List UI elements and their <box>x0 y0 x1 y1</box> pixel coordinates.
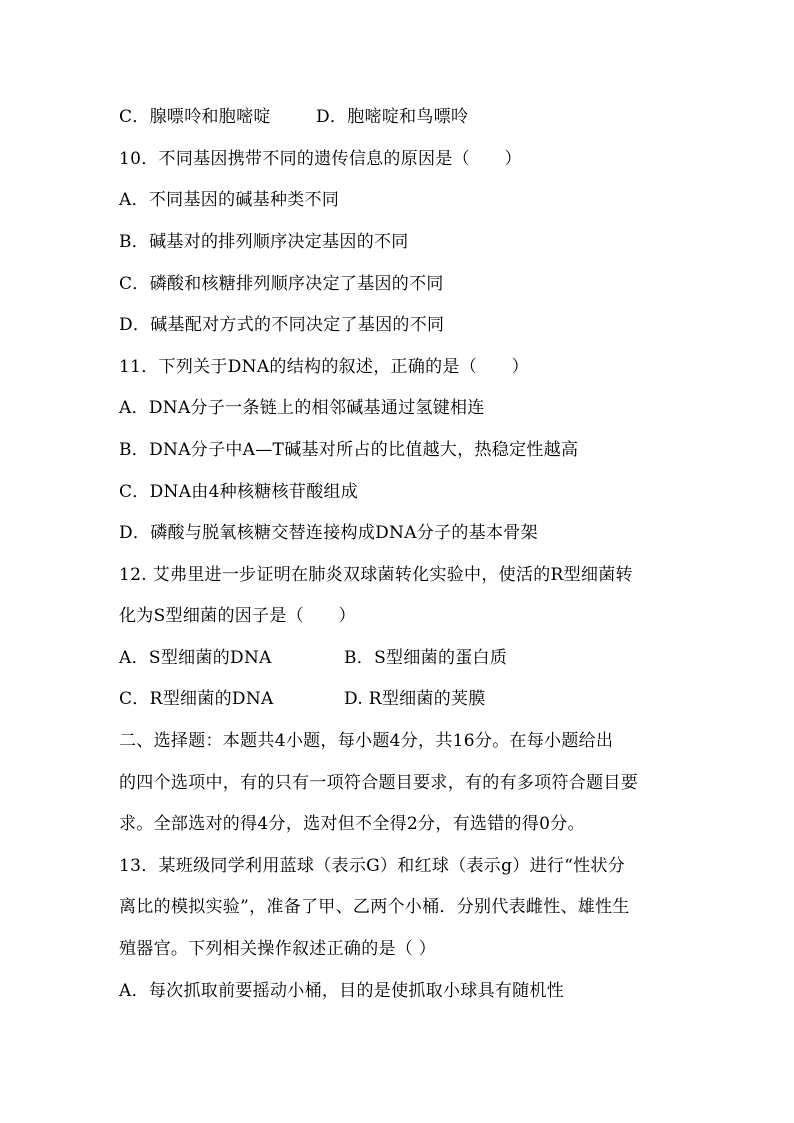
q11-option-b: B．DNA分子中A—T碱基对所占的比值越大，热稳定性越高 <box>119 440 579 460</box>
q10-stem: 10．不同基因携带不同的遗传信息的原因是（ ） <box>119 149 522 169</box>
q11-option-a: A．DNA分子一条链上的相邻碱基通过氢键相连 <box>119 398 485 418</box>
q13-stem-line-1: 13．某班级同学利用蓝球（表示G）和红球（表示g）进行“性状分 <box>119 856 626 876</box>
q10-option-c: C．磷酸和核糖排列顺序决定了基因的不同 <box>119 274 444 294</box>
q10-option-a: A．不同基因的碱基种类不同 <box>119 190 340 210</box>
q12-option-b: B．S型细菌的蛋白质 <box>344 648 508 668</box>
q12-option-a: A．S型细菌的DNA <box>119 648 272 668</box>
q11-option-c: C．DNA由4种核糖核苷酸组成 <box>119 482 359 502</box>
q11-option-d: D．磷酸与脱氧核糖交替连接构成DNA分子的基本骨架 <box>119 523 538 543</box>
q9-option-c: C．腺嘌呤和胞嘧啶 <box>119 107 271 127</box>
q13-stem-line-3: 殖器官。下列相关操作叙述正确的是（ ） <box>119 939 437 959</box>
q12-option-d: D. R型细菌的荚膜 <box>344 689 486 709</box>
section2-instructions-line-1: 二、选择题：本题共4小题，每小题4分，共16分。在每小题给出 <box>119 731 614 751</box>
q13-option-a: A．每次抓取前要摇动小桶，目的是使抓取小球具有随机性 <box>119 981 565 1001</box>
q9-option-d: D．胞嘧啶和鸟嘌呤 <box>316 107 469 127</box>
q12-option-c: C．R型细菌的DNA <box>119 689 274 709</box>
q13-stem-line-2: 离比的模拟实验”，准备了甲、乙两个小桶．分别代表雌性、雄性生 <box>119 897 630 917</box>
q10-option-b: B．碱基对的排列顺序决定基因的不同 <box>119 232 409 252</box>
q10-option-d: D．碱基配对方式的不同决定了基因的不同 <box>119 315 445 335</box>
q12-stem-line-2: 化为S型细菌的因子是（ ） <box>119 606 356 626</box>
section2-instructions-line-2: 的四个选项中，有的只有一项符合题目要求，有的有多项符合题目要 <box>119 773 638 793</box>
section2-instructions-line-3: 求。全部选对的得4分，选对但不全得2分，有选错的得0分。 <box>119 814 585 834</box>
q12-stem-line-1: 12. 艾弗里进一步证明在肺炎双球菌转化实验中，使活的R型细菌转 <box>119 565 633 585</box>
q11-stem: 11．下列关于DNA的结构的叙述，正确的是（ ） <box>119 357 529 377</box>
